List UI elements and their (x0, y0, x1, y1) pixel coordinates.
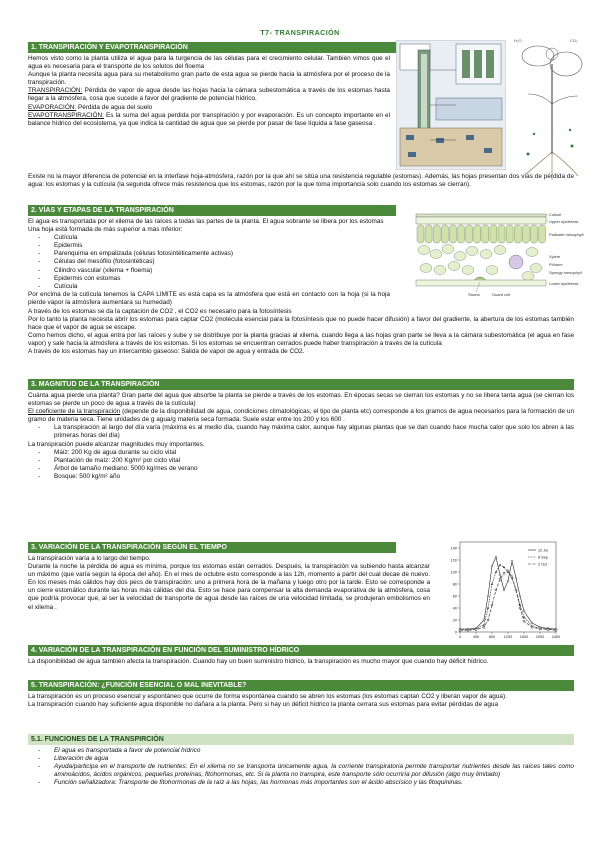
spongy-cell (486, 266, 498, 275)
s1-evaporation-def (28, 104, 390, 112)
spongy-cell (454, 252, 466, 261)
palisade-cell (425, 225, 432, 243)
spongy-cell (434, 266, 446, 275)
label-guard-cell: Guard cell (492, 292, 511, 297)
data-point (523, 616, 525, 618)
list-item: - Árbol de tamaño mediano: 5000 kg/mes de verano (28, 465, 574, 473)
palisade-cell (474, 225, 481, 243)
s3-list (28, 424, 574, 440)
section-4-body (28, 555, 430, 612)
list-item: - Epidermis (28, 242, 390, 250)
palisade-cell (441, 225, 448, 243)
spongy-cell (530, 264, 542, 273)
list-item (28, 747, 574, 755)
data-point (531, 626, 533, 628)
s1-evapotranspiration-label: EVAPOTRANSPIRACIÓN: (28, 111, 104, 119)
function-text: En el xilema no se transporta únicamente agua, la corriente transpiratoria permite transportar nutrientes desde las raíces tales como aminoácidos, ácidos orgánicos, pequeñas proteínas, fitohormonas, etc. Si la planta no transpira, este transporte sólo ocurriría por difusión (algo muy limitado) (54, 763, 574, 779)
s3-paragraph-1: Cuánta agua pierde una planta? Gran parte del agua que absorbe la planta se pierde a través de los estomas. En épocas secas se cierran los estomas y no se libera tanta agua (se cierran los estomas se pierde un poco de agua a través de la cutícula) (28, 392, 574, 408)
s6-paragraph-2: La transpiración cuando hay suficiente agua disponible no dañara a la planta. Pero si hay un déficit hídrico la planta cerrara sus estomas para evitar pérdidas de agua (28, 701, 499, 709)
functions-list (28, 747, 574, 787)
section-4-header: 3. VARIACIÓN DE LA TRANSPIRACIÓN SEGÚN EL TIEMPO (28, 542, 396, 553)
s6-paragraph-1: La transpiración es un proceso esencial y espontáneo que ocurre de forma espontánea cuando se abren los estomas (los estomas captan CO2 y liberan vapor de agua). (28, 693, 507, 700)
section-6-body (28, 693, 574, 709)
data-point (515, 577, 517, 579)
label-upper-epidermis: Upper epidermis (549, 219, 579, 224)
data-point (499, 574, 501, 576)
list-item (28, 779, 574, 787)
data-point (531, 622, 533, 624)
legend-label: 12 Jul (538, 548, 549, 553)
list-item (28, 763, 574, 779)
x-tick-label: 400 (472, 635, 480, 639)
function-lead: Ayuda/participa en el transporte de nutrientes: (54, 763, 188, 771)
s1-paragraph-2: Aunque la planta necesita agua para su metabolismo gran parte de esta agua se pierde hacia la atmósfera por el proceso de la transpiración. (28, 71, 390, 87)
label-phloem: Phloem (549, 262, 563, 267)
s2-paragraph-3: Por encima de la cutícula tenemos la CAPA LIMITE es está capa es la atmósfera que está en contacto con la hoja (si la hoja pierde vapor la atmósfera aumentara su humedad) (28, 290, 390, 306)
x-tick-label: 800 (488, 635, 496, 639)
label-stoma: Stoma (468, 292, 480, 297)
legend-label: 8 Sep (538, 555, 548, 560)
list-item: - La transpiración al largo del día varía (máxima es al medio día, cuando hay máxima calor, aunque hay algunas plantas que se dan cuando hace mucha calor que solo los abren a las primeras horas del día) (28, 424, 574, 440)
palisade-cell (498, 225, 505, 243)
list-item: - Maíz: 200 Kg de agua durante su ciclo vital (28, 449, 574, 457)
y-tick-label: 80 (452, 582, 457, 587)
y-tick-label: 100 (450, 570, 457, 575)
palisade-cell (433, 225, 440, 243)
section-2-header: 2. VÍAS Y ETAPAS DE LA TRANSPIRACIÓN (28, 205, 396, 216)
series-line (460, 557, 556, 629)
function-lead: Liberación de agua (54, 755, 109, 763)
s3-magnitudes-list (28, 449, 574, 481)
data-point (475, 629, 477, 631)
section-1-header: 1. TRANSPIRACIÓN Y EVAPOTRANSPIRACIÓN (28, 42, 396, 53)
spongy-cell (462, 266, 474, 275)
list-item (28, 755, 574, 763)
spongy-cell (466, 247, 478, 256)
data-point (499, 578, 501, 580)
list-item: - Cilindro vascular (xilema + floema) (28, 267, 390, 275)
list-item: - Células del mesófilo (fotosintéticas) (28, 258, 390, 266)
data-point (487, 619, 489, 621)
data-point (539, 628, 541, 630)
palisade-cell (490, 225, 497, 243)
s2-paragraph-2: Una hoja está formada de más superior a más inferior: (28, 226, 183, 234)
palisade-cell (449, 225, 456, 243)
function-lead: El agua es transportada a favor de potencial hídrico (54, 747, 201, 754)
function-lead: Función señalizadora: (54, 779, 117, 787)
x-tick-label: 2000 (535, 635, 545, 639)
leaf-layers-list (28, 234, 390, 291)
spongy-cell (526, 248, 538, 257)
s4-paragraph-1: La transpiración varía a lo largo del tiempo. (28, 555, 151, 562)
data-point (483, 619, 485, 621)
palisade-cell (482, 225, 489, 243)
data-point (523, 620, 525, 622)
s4-paragraph-2: Durante la noche la pérdida de agua es mínima, porque los estomas están cerrados. Después, la transpiración va subiendo hasta alcanzar un máximo (que varía según la época del año). En el mes de octubre esto corresponde a las 12h, momento a partir del cual decae de nuevo. En los meses más cálidos hay dos pecs de transpiración: uno a primera hora de la mañana y luego otro por la tarde. Esto se corresponde a un cierre estomático durante las horas más cálidas del día. Esto se hace para compensar la alta demanda evaporativa de la atmósfera, cosa que podría provocar que, al ser la velocidad de transporte de agua desde las raíces de una velocidad limitada, se produjeran embolismos en el xilema . (28, 563, 430, 611)
leaf-cross-section-diagram (396, 206, 596, 306)
s1-evaporation-label: EVAPORACIÓN: (28, 103, 77, 111)
section-7-header: 5.1. FUNCIONES DE LA TRANSPIRCIÓN (28, 734, 574, 745)
svg-text:CO₂: CO₂ (570, 38, 578, 43)
x-tick-label: 0 (458, 635, 462, 639)
s2-paragraph-1: El agua es transportada por el xilema de las raíces a todas las partes de la planta. El agua sobrante se libera por los estomas (28, 218, 384, 225)
section-7-body (28, 747, 574, 787)
data-point (555, 629, 557, 631)
s3-coefficient-text: (depende de la disponibilidad de agua, condiciones climatológicas, el tipo de planta etc) corresponde a los gramos de agua necesarios para la formación de un gramo de materia seca. Tiene unidades de g agua/g materia seca formada. Suele estar entre los 200 y los 600 . (28, 408, 574, 424)
spongy-cell (442, 245, 454, 254)
transpiration-daily-chart (438, 536, 596, 644)
label-spongy: Spongy mesophyll (549, 270, 582, 275)
section-1-body-wide (28, 173, 574, 189)
list-item: - Epidermis con estomas (28, 275, 390, 283)
data-point (491, 604, 493, 606)
section-5-header: 4. VARIACIÓN DE LA TRANSPIRACIÓN EN FUNCIÓN DEL SUMINISTRO HÍDRICO (28, 645, 574, 656)
section-5-body (28, 658, 574, 666)
y-tick-label: 60 (452, 594, 457, 599)
data-point (487, 607, 489, 609)
s1-transpiration-label: TRANSPIRACIÓN: (28, 87, 83, 95)
spongy-cell (430, 250, 442, 259)
data-point (511, 576, 513, 578)
data-point (467, 629, 469, 631)
x-tick-label: 2400 (551, 635, 561, 639)
data-point (495, 556, 497, 558)
s2-paragraph-5: Por lo tanto la planta necesita abrir los estomas para captar CO2 (molécula esencial para la fotosíntesis que no puede hacer difusión) a favor del gradiente, la abertura de los estomas también hace que el vapor de agua se escape. (28, 316, 574, 332)
x-tick-label: 1600 (519, 635, 529, 639)
data-point (519, 595, 521, 597)
palisade-cell (514, 225, 521, 243)
y-tick-label: 120 (450, 558, 457, 563)
spongy-cell (494, 246, 506, 255)
s1-evapotranspiration-def (28, 112, 390, 128)
data-point (523, 610, 525, 612)
s1-paragraph-1: Hemos visto como la planta utiliza el agua para la turgencia de las células para el crecimiento celular. También vimos que el agua es necesaria para el transporte de los solutos del floema (28, 55, 390, 71)
s1-transpiration-text: Pérdida de vapor de agua desde las hojas hacia la cámara subestomática a través de los estomas hasta llegar a la atmósfera, cosa que sucede a favor del gradiente de potencial hídrico. (28, 87, 390, 103)
data-point (515, 589, 517, 591)
list-item: - Parenquima en empalizada (células fotosintéticamente activas) (28, 250, 390, 258)
s3-paragraph-2: La transpiración puede alcanzar magnitudes muy importantes. (28, 440, 205, 448)
s2-paragraph-6: Como hemos dicho, el agua entra por las raíces y sube y se distribuye por la planta gracias al xilema, cuando llega a las hojas gran parte se lleva a la cámara subestomática (el agua en fase vapor) y sale hacia la atmósfera a través de los estomas. Si los estomas se encuentran cerrados puede haber transpiración a través de la cutícula (28, 332, 574, 348)
palisade-cell (458, 225, 465, 243)
data-point (499, 564, 501, 566)
s1-evaporation-text: Pérdida de agua del suelo (76, 103, 153, 111)
list-item: - Cutícula (28, 234, 390, 242)
data-point (491, 583, 493, 585)
data-point (483, 626, 485, 628)
svg-text:H₂O: H₂O (514, 38, 522, 43)
label-lower-epidermis: Lower epidermis (549, 281, 579, 286)
s1-transpiration-def (28, 87, 390, 103)
data-point (459, 629, 461, 631)
function-text: Transporte de fitohormonas de la raíz a las hojas, las hormonas más importantes son el ácido abscísico y las fitoquininas. (116, 779, 463, 787)
y-tick-label: 40 (452, 606, 457, 611)
section-6-header: 5. TRANSPIRACIÓN: ¿FUNCIÓN ESENCIAL O MAL INEVITABLE? (28, 680, 574, 691)
spongy-cell (448, 262, 460, 271)
section-3-body (28, 392, 574, 481)
label-palisade: Palisade mesophyll (549, 232, 584, 237)
data-point (511, 560, 513, 562)
data-point (507, 570, 509, 572)
section-1-body (28, 55, 390, 128)
palisade-cell (417, 225, 424, 243)
palisade-cell (530, 225, 537, 243)
data-point (503, 589, 505, 591)
spongy-cell (420, 264, 432, 273)
x-tick-label: 1200 (503, 635, 513, 639)
s1-evapotranspiration-text: Es la suma del agua perdida por transpiración y por evaporación. Es un concepto importante en el balance hídrico del ecosistema, ya que indica la cantidad de agua que se pierde por pasar de fase líquida a fase gaseosa . (28, 111, 390, 127)
s5-paragraph-1: La disponibilidad de agua también afecta la transpiración. Cuando hay un buen suministro hídrico, la transpiración es mucho mayor que cuando hay déficit hídrico. (28, 658, 489, 665)
s3-coefficient-label: El coeficiente de la transpiración (28, 408, 121, 416)
palisade-cell (506, 225, 513, 243)
spongy-cell (480, 250, 492, 259)
section-2-body (28, 218, 390, 307)
data-point (503, 572, 505, 574)
y-tick-label: 140 (450, 546, 457, 551)
list-item: - Bosque: 500 kg/m² año (28, 473, 574, 481)
series-line (460, 565, 556, 630)
spongy-cell (418, 246, 430, 255)
plant-water-flow-illustration (508, 34, 594, 184)
s1-paragraph-3: Existe no la mayor diferencia de potencial en la interfase hoja-atmósfera, razón por la que ahí se sitúa una resistencia regulable (estomas). Además, las hojas presentan dos vías de pérdida de agua: los estomas y la cutícula (la segunda ofrece más resistencia que los estomas, razón por la que toma importancia solo cuando los estomas se cierran). (28, 173, 574, 189)
palisade-cell (522, 225, 529, 243)
data-point (495, 589, 497, 591)
data-point (487, 595, 489, 597)
y-tick-label: 20 (452, 618, 457, 623)
data-point (483, 624, 485, 626)
palisade-cell (466, 225, 473, 243)
s3-coefficient (28, 408, 574, 424)
s2-paragraph-4: A través de los estomas se da la captación de CO2 , el CO2 es necesario para la fotosíntesis (28, 308, 292, 315)
palisade-cell (539, 225, 546, 243)
soil-plant-atmosphere-diagram (396, 40, 506, 170)
data-point (547, 629, 549, 631)
list-item: - Plantación de maíz: 200 Kg/m² por ciclo vital (28, 457, 574, 465)
document-title: T7- TRANSPIRACIÓN (260, 30, 340, 37)
y-tick-label: 0 (454, 630, 457, 635)
spongy-cell (522, 272, 534, 281)
label-cuticle: Cuticle (549, 212, 562, 217)
section-3-header: 3. MAGNITUD DE LA TRANSPIRACIÓN (28, 379, 574, 390)
s2-paragraph-7: A través de los estomas hay un intercambio gaseoso: Salida de vapor de agua y entrada de CO2. (28, 348, 305, 356)
label-xylem: Xylem (549, 254, 561, 259)
data-point (519, 607, 521, 609)
list-item: - Cutícula (28, 283, 390, 291)
data-point (507, 580, 509, 582)
data-point (491, 565, 493, 567)
section-2-body-wide (28, 308, 574, 357)
legend-label: 2 Oct (538, 562, 548, 567)
